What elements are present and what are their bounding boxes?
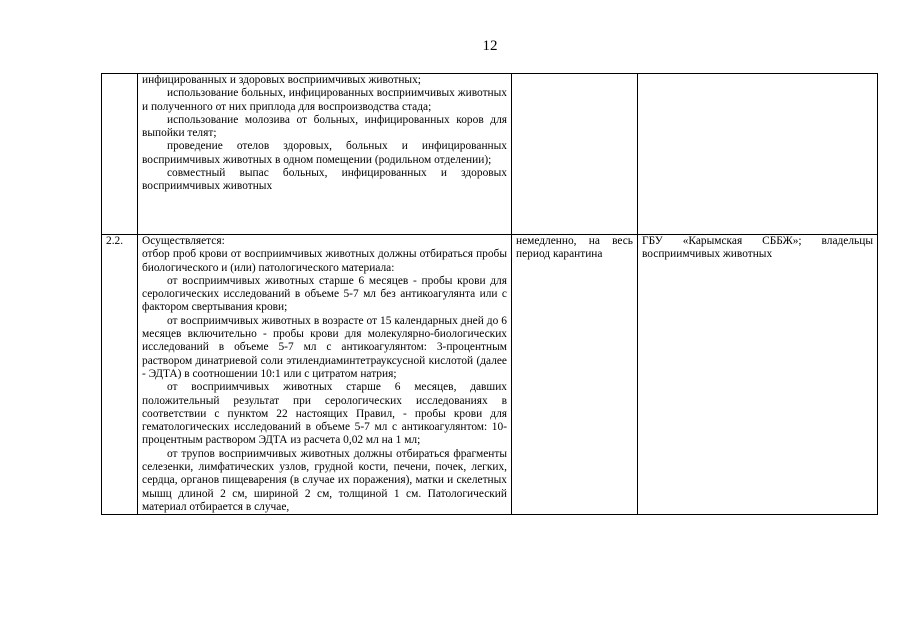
measure-paragraph: проведение отелов здоровых, больных и инфицированных восприимчивых животных в одном помещении (родильном отделении); (142, 140, 507, 166)
row-number-cell: 2.2. (102, 235, 138, 515)
measure-paragraph: отбор проб крови от восприимчивых животных должны отбираться пробы биологического и (или) патологического материала: (142, 248, 507, 274)
table-row (102, 235, 878, 515)
page-number: 12 (482, 38, 498, 54)
measure-paragraph: от восприимчивых животных старше 6 месяцев, давших положительный результат при серологических исследованиях в соответствии с пунктом 22 настоящих Правил, - пробы крови для гематологических исследований в объеме 5-7 мл с антикоагулянтом: 10-процентным раствором ЭДТА из расчета 0,02 мл на 1 мл; (142, 381, 507, 447)
measure-paragraph: использование больных, инфицированных восприимчивых животных и полученного от них приплода для воспроизводства стада; (142, 87, 507, 113)
measure-paragraph: от трупов восприимчивых животных должны отбираться фрагменты селезенки, лимфатических узлов, грудной кости, печени, почек, легких, сердца, органов пищеварения (в случае их поражения), матки и скелетных мышц длиной 2 см, шириной 2 см, толщиной 1 см. Патологический материал отбирается в случае, (142, 447, 507, 513)
responsible-cell (638, 74, 878, 235)
measure-paragraph: Осуществляется: (142, 235, 225, 247)
term-text: немедленно, на весь период карантина (516, 235, 633, 261)
measure-paragraph: использование молозива от больных, инфицированных коров для выпойки телят; (142, 113, 507, 140)
measure-paragraph: инфицированных и здоровых восприимчивых животных; (142, 74, 421, 86)
measure-text-cell (138, 74, 512, 235)
measures-table (101, 73, 878, 515)
row-number-cell (102, 74, 138, 235)
responsible-text: ГБУ «Карымская СББЖ»; владельцы восприимчивых животных (642, 235, 873, 261)
table-row (102, 74, 878, 235)
term-cell (512, 235, 638, 515)
measure-paragraph: совместный выпас больных, инфицированных и здоровых восприимчивых животных (142, 167, 507, 193)
responsible-cell (638, 235, 878, 515)
measure-paragraph: от восприимчивых животных в возрасте от 15 календарных дней до 6 месяцев включительно - пробы крови для молекулярно-биологических исследований в объеме 5-7 мл с антикоагулянтом: 3-процентным раствором динатриевой соли этилендиаминтетрауксусной кислотой (далее - ЭДТА) в соотношении 10:1 или с цитратом натрия; (142, 314, 507, 380)
measure-paragraph: от восприимчивых животных старше 6 месяцев - пробы крови для серологических исследований в объеме 5-7 мл без антикоагулянта или с фактором свертывания крови; (142, 274, 507, 314)
term-cell (512, 74, 638, 235)
measure-text-cell (138, 235, 512, 515)
